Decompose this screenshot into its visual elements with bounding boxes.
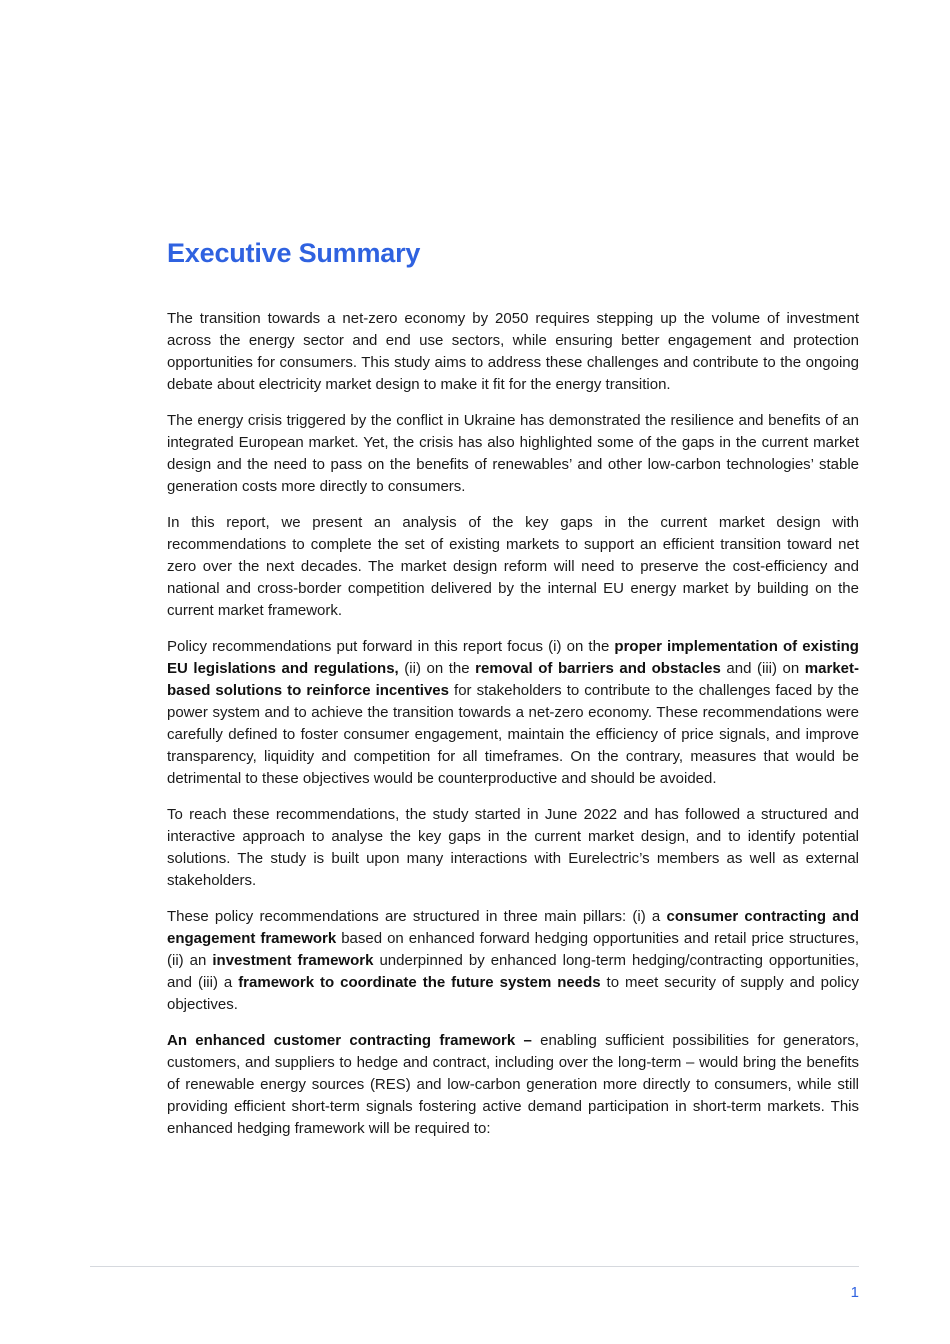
paragraph-2: The energy crisis triggered by the conflict in Ukraine has demonstrated the resilience and benefits of an integrated European market. Yet, the crisis has also highlighted some of the gaps in the current market design and the need to pass on the benefits of renewables’ and other low-carbon technologies’ stable generation costs more directly to consumers. [167,412,859,495]
text-run: and (iii) on [720,660,805,677]
text-run: underpinned by enhanced long-term hedging/contracting opportunities, and (iii) a [167,952,859,991]
paragraph-6 [167,906,859,1016]
text-run: Policy recommendations put forward in this report focus (i) on the [167,638,615,655]
text-run: These policy recommendations are structured in three main pillars: (i) a [167,908,667,925]
bold-phrase: removal of barriers and obstacles [475,660,721,677]
text-run: for stakeholders to contribute to the challenges faced by the power system and to achieve the transition towards a net-zero economy. These recommendations were carefully defined to foster consumer engagement, maintain the efficiency of price signals, and improve transparency, liquidity and competition for all timeframes. On the contrary, measures that would be detrimental to these objectives would be counterproductive and should be avoided. [167,682,859,787]
bold-phrase: An enhanced customer contracting framework – [167,1032,532,1049]
text-run: (ii) on the [398,660,476,677]
paragraph-3: In this report, we present an analysis of the key gaps in the current market design with recommendations to complete the set of existing markets to support an efficient transition toward net zero over the next decades. The market design reform will need to preserve the cost-efficiency and national and cross-border competition delivered by the internal EU energy market by building on the current market framework. [167,514,859,619]
bold-phrase: consumer contracting and engagement framework [167,908,859,947]
text-run: based on enhanced forward hedging opportunities and retail price structures, (ii) an [167,930,859,969]
text-run: enabling sufficient possibilities for generators, customers, and suppliers to hedge and contract, including over the long-term – would bring the benefits of renewable energy sources (RES) and low-carbon generation more directly to consumers, while still providing efficient short-term signals fostering active demand participation in short-term markets. This enhanced hedging framework will be required to: [167,1032,859,1137]
page-title: Executive Summary [167,238,421,268]
page-number: 1 [850,1284,859,1301]
document-body [167,308,859,1154]
bold-phrase: framework to coordinate the future system needs [238,974,601,991]
footer-divider [90,1266,859,1267]
bold-phrase: proper implementation of existing EU legislations and regulations, [167,638,859,677]
text-run: to meet security of supply and policy objectives. [167,974,859,1013]
paragraph-4 [167,636,859,790]
bold-phrase: investment framework [212,952,374,969]
paragraph-5: To reach these recommendations, the study started in June 2022 and has followed a structured and interactive approach to analyse the key gaps in the current market design, and to identify potential solutions. The study is built upon many interactions with Eurelectric’s members as well as external stakeholders. [167,806,859,889]
paragraph-1: The transition towards a net-zero economy by 2050 requires stepping up the volume of investment across the energy sector and end use sectors, while ensuring better engagement and protection opportunities for consumers. This study aims to address these challenges and contribute to the ongoing debate about electricity market design to make it fit for the energy transition. [167,310,859,393]
paragraph-7 [167,1030,859,1140]
bold-phrase: market-based solutions to reinforce incentives [167,660,859,699]
